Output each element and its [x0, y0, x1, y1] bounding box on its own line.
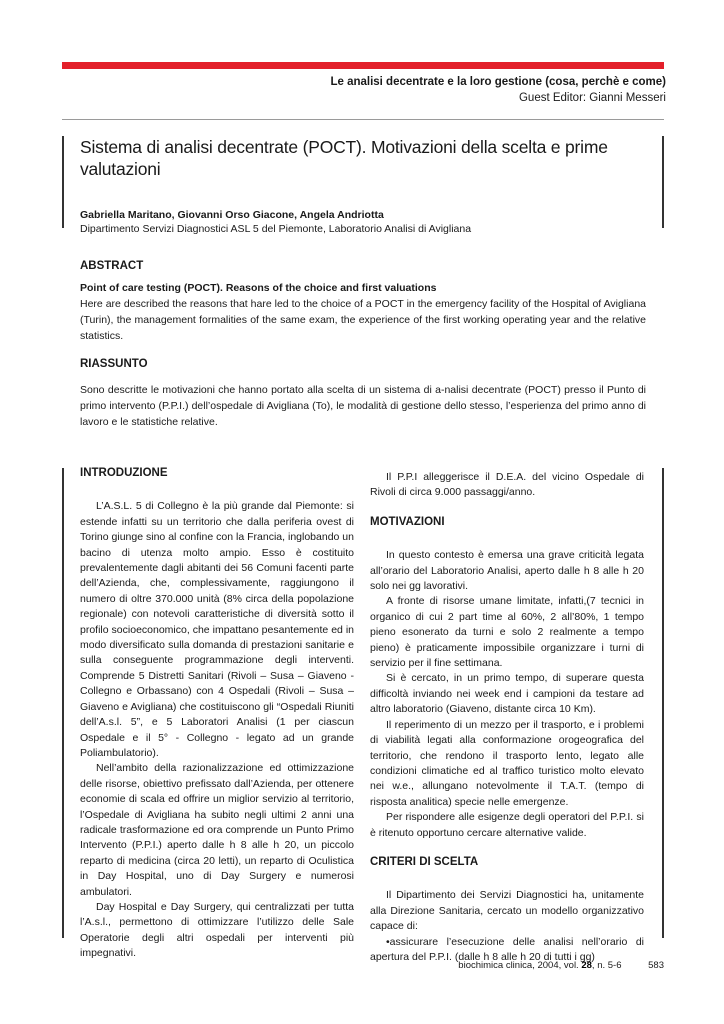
affiliation: Dipartimento Servizi Diagnostici ASL 5 del Piemonte, Laboratorio Analisi di Avigliana	[80, 223, 472, 235]
abstract-subtitle: Point of care testing (POCT). Reasons of the choice and first valuations	[80, 282, 437, 294]
motivazioni-paragraph-1: In questo contesto è emersa una grave criticità legata all’orario del Laboratorio Analisi, aperto dalle h 8 alle h 20 solo nei gg lavorativi.	[370, 549, 644, 593]
author-names: Gabriella Maritano, Giovanni Orso Giacone, Angela Andriotta	[80, 209, 384, 221]
right-column	[370, 470, 644, 965]
journal-citation: biochimica clinica, 2004, vol.	[458, 960, 579, 971]
criteri-bullet-1: •assicurare l’esecuzione delle analisi nell’orario di apertura del P.P.I. (dalle h 8 alle h 20 di tutti i gg)	[370, 935, 644, 963]
motivazioni-paragraph-2: A fronte di risorse umane limitate, infatti,(7 tecnici in organico di cui 2 part time al 60%, 2 all’80%, 1 tempo pieno esonerato da turni e solo 2 realmente a tempo pieno) è praticamente impossibile organizzare i turni di servizio per il fine settimana.	[370, 595, 644, 670]
header-divider	[62, 119, 664, 120]
motivazioni-paragraph-5: Per rispondere alle esigenze degli operatori del P.P.I. si è ritenuto opportuno cercare alternative valide.	[370, 811, 644, 839]
author-block	[80, 208, 650, 236]
criteri-heading: CRITERI DI SCELTA	[370, 855, 479, 868]
intro-paragraph-3: Day Hospital e Day Surgery, qui centralizzati per tutta l’A.s.l., permettono di ottimizzare l’utilizzo delle Sale Operatorie degli altri ospedali per interventi più impegnativi.	[80, 900, 354, 960]
abstract-heading: ABSTRACT	[80, 260, 144, 272]
motivazioni-paragraph-4: Il reperimento di un mezzo per il trasporto, e i problemi di viabilità legati alla conformazione orogeografica del territorio, che rendono il trasporto lento, legato alle condizioni climatiche ed al traffico turistico molto elevato nei w.e., allungano notevolmente il T.A.T. (tempo di risposta analitica) specie nelle emergenze.	[370, 718, 644, 808]
title-right-rule	[662, 136, 664, 228]
page-number: 583	[648, 960, 664, 971]
riassunto-text: Sono descritte le motivazioni che hanno portato alla scelta di un sistema di a-nalisi decentrate (POCT) presso il Punto di primo intervento (P.P.I.) dell’ospedale di Avigliana (To), le modalità di gestione dello stesso, l’esperienza del primo anno di lavoro e le statistiche relative.	[80, 384, 646, 428]
abstract-text: Here are described the reasons that hare led to the choice of a POCT in the emergency facility of the Hospital of Avigliana (Turin), the management formalities of the same exam, the experience of the first working operating year and the relative statistics.	[80, 298, 646, 342]
body-right-rule	[662, 468, 664, 938]
introduzione-heading: INTRODUZIONE	[80, 467, 168, 479]
riassunto-heading: RIASSUNTO	[80, 358, 148, 370]
guest-editor: Guest Editor: Gianni Messeri	[518, 92, 666, 104]
intro-paragraph-1: L’A.S.L. 5 di Collegno è la più grande dal Piemonte: si estende infatti su un territorio che dalla periferia ovest di Torino giunge sino al confine con la Francia, inglobando un bacino di utenza molto ampio. Esso è costituito prevalentemente dagli abitanti dei 56 Comuni facenti parte dell’Azienda, che, complessivamente, raggiungono il numero di oltre 370.000 unità (8% circa della popolazione regionale) con notevoli caratteristiche di diversità sotto il profilo socioeconomico, che impattano pesantemente ed in modo diversificato sulla domanda di prestazioni sanitarie e sulla conseguente programmazione degli interventi. Comprende 5 Distretti Sanitari (Rivoli – Susa – Giaveno - Collegno e Orbassano) con 4 Ospedali (Rivoli – Susa – Giaveno e Avigliana) che costituiscono gli “Ospedali Riuniti dell’A.s.l. 5”, e 5 Laboratori Analisi (1 per ciascun Ospedale e il 5° - Collegno - legato ad un grande Poliambulatorio).	[80, 500, 354, 759]
motivazioni-heading: MOTIVAZIONI	[370, 515, 445, 528]
ppi-paragraph: Il P.P.I alleggerisce il D.E.A. del vicino Ospedale di Rivoli di circa 9.000 passaggi/anno.	[370, 471, 644, 499]
header-red-bar	[62, 62, 664, 69]
running-header	[330, 74, 666, 106]
article-title: Sistema di analisi decentrate (POCT). Motivazioni della scelta e prime valutazioni	[80, 137, 608, 179]
title-left-rule	[62, 136, 64, 228]
body-left-rule	[62, 468, 64, 938]
criteri-paragraph-1: Il Dipartimento dei Servizi Diagnostici ha, unitamente alla Direzione Sanitaria, cercato un modello organizzativo capace di:	[370, 889, 644, 933]
intro-paragraph-2: Nell’ambito della razionalizzazione ed ottimizzazione delle risorse, obiettivo prefissato dall’Azienda, per ottenere economie di scala ed offrire un miglior servizio al territorio, l’Ospedale di Avigliana ha subito negli ultimi 2 anni una radicale trasformazione ed ora comprende un Punto Primo Intervento (P.P.I.) aperto dalle h 8 alle h 20, un piccolo reparto di medicina (circa 20 letti), un reparto di Oculistica in Day Hospital, uno di Day Surgery e numerosi ambulatori.	[80, 762, 354, 898]
page-footer	[440, 960, 664, 971]
motivazioni-paragraph-3: Si è cercato, in un primo tempo, di superare questa difficoltà inviando nei week end i campioni da testare ad altro laboratorio (Giaveno, distante circa 10 Km).	[370, 672, 644, 716]
journal-volume: 28	[581, 960, 592, 971]
journal-issue: , n. 5-6	[591, 960, 622, 971]
left-column	[80, 466, 354, 962]
rubric-title: Le analisi decentrate e la loro gestione (cosa, perchè e come)	[330, 76, 666, 88]
